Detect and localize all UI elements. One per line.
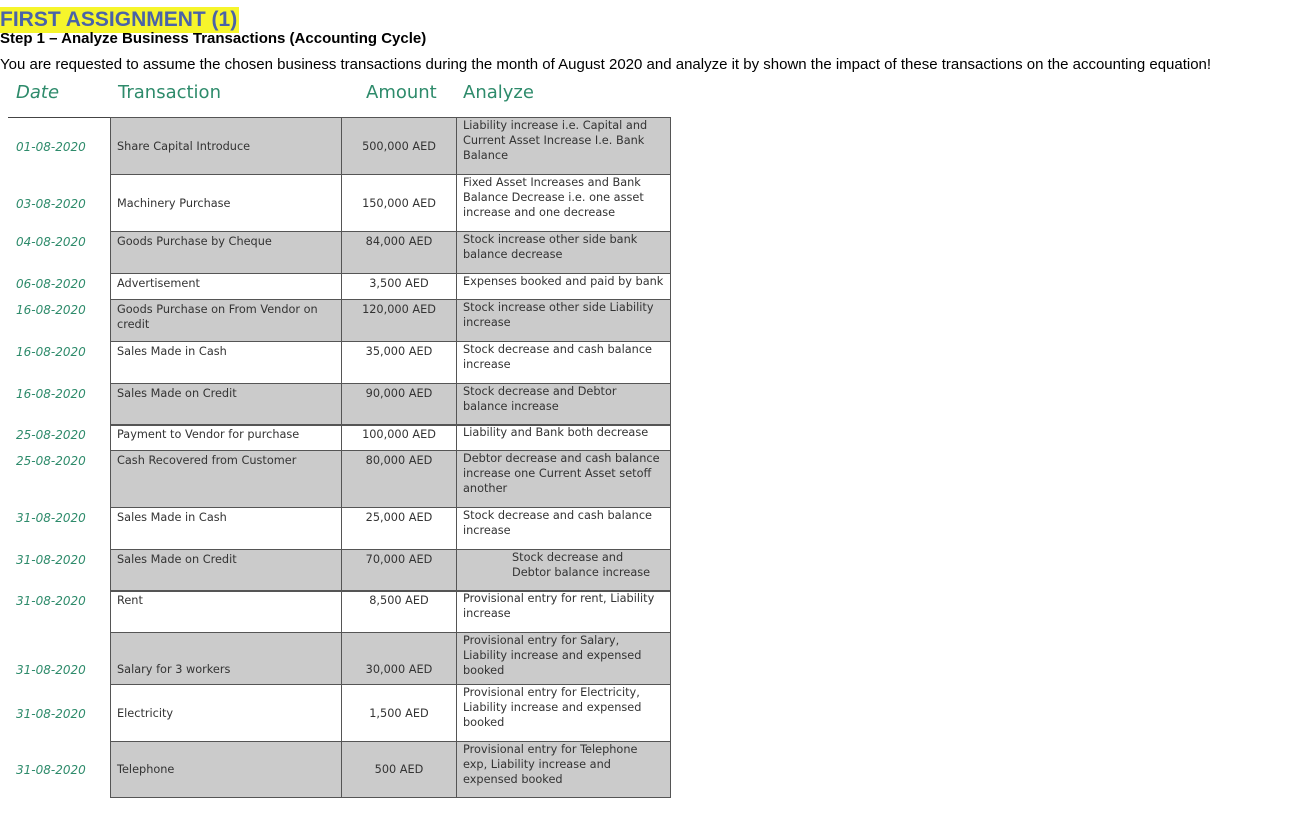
analyze-cell: Fixed Asset Increases and Bank Balance Decrease i.e. one asset increase and one decrease <box>456 174 671 232</box>
transaction-cell: Electricity <box>110 684 342 742</box>
analyze-cell: Stock increase other side Liability increase <box>456 299 671 342</box>
transaction-cell: Sales Made in Cash <box>110 341 342 384</box>
table-row <box>0 684 671 742</box>
date-cell: 31-08-2020 <box>16 763 86 777</box>
amount-cell: 150,000 AED <box>341 174 457 232</box>
amount-cell: 90,000 AED <box>341 383 457 426</box>
table-row <box>0 299 671 342</box>
transaction-cell: Sales Made in Cash <box>110 507 342 550</box>
transaction-cell: Telephone <box>110 741 342 798</box>
table-row <box>0 341 671 384</box>
table-row <box>0 383 671 426</box>
transaction-cell: Goods Purchase on From Vendor on credit <box>110 299 342 342</box>
date-cell: 31-08-2020 <box>16 511 86 525</box>
amount-cell: 500,000 AED <box>341 117 457 175</box>
table-row <box>0 741 671 798</box>
transaction-cell: Payment to Vendor for purchase <box>110 424 342 451</box>
header-transaction: Transaction <box>118 82 221 103</box>
transaction-cell: Share Capital Introduce <box>110 117 342 175</box>
header-amount: Amount <box>366 82 437 103</box>
amount-cell: 1,500 AED <box>341 684 457 742</box>
table-row <box>0 231 671 274</box>
step-heading: Step 1 – Analyze Business Transactions (Accounting Cycle) <box>0 30 427 47</box>
transaction-cell: Sales Made on Credit <box>110 549 342 592</box>
analyze-cell: Stock decrease and Debtor balance increase <box>456 549 671 592</box>
transaction-cell: Salary for 3 workers <box>110 632 342 685</box>
analyze-cell: Liability increase i.e. Capital and Current Asset Increase I.e. Bank Balance <box>456 117 671 175</box>
date-cell: 31-08-2020 <box>16 553 86 567</box>
analyze-cell: Stock increase other side bank balance decrease <box>456 231 671 274</box>
table-row <box>0 632 671 685</box>
date-cell: 03-08-2020 <box>16 197 86 211</box>
date-cell: 16-08-2020 <box>16 345 86 359</box>
table-row <box>0 273 671 300</box>
date-cell: 04-08-2020 <box>16 235 86 249</box>
date-cell: 16-08-2020 <box>16 303 86 317</box>
analyze-cell: Provisional entry for rent, Liability increase <box>456 590 671 633</box>
date-cell: 16-08-2020 <box>16 387 86 401</box>
table-row <box>0 590 671 633</box>
amount-cell: 120,000 AED <box>341 299 457 342</box>
amount-cell: 100,000 AED <box>341 424 457 451</box>
table-row <box>0 174 671 232</box>
amount-cell: 500 AED <box>341 741 457 798</box>
analyze-cell: Expenses booked and paid by bank <box>456 273 671 300</box>
transaction-cell: Sales Made on Credit <box>110 383 342 426</box>
table-row <box>0 450 671 508</box>
amount-cell: 8,500 AED <box>341 590 457 633</box>
analyze-cell: Stock decrease and cash balance increase <box>456 341 671 384</box>
transaction-cell: Advertisement <box>110 273 342 300</box>
analyze-cell: Provisional entry for Telephone exp, Liability increase and expensed booked <box>456 741 671 798</box>
table-row <box>0 117 671 175</box>
amount-cell: 70,000 AED <box>341 549 457 592</box>
date-cell: 31-08-2020 <box>16 663 86 677</box>
document-title: FIRST ASSIGNMENT (1) <box>0 8 238 31</box>
analyze-cell: Debtor decrease and cash balance increase one Current Asset setoff another <box>456 450 671 508</box>
transaction-cell: Machinery Purchase <box>110 174 342 232</box>
analyze-cell: Provisional entry for Electricity, Liability increase and expensed booked <box>456 684 671 742</box>
transaction-cell: Goods Purchase by Cheque <box>110 231 342 274</box>
date-cell: 01-08-2020 <box>16 140 86 154</box>
amount-cell: 25,000 AED <box>341 507 457 550</box>
date-cell: 25-08-2020 <box>16 454 86 468</box>
header-analyze: Analyze <box>463 82 534 103</box>
amount-cell: 30,000 AED <box>341 632 457 685</box>
table-row <box>0 424 671 451</box>
date-cell: 25-08-2020 <box>16 428 86 442</box>
transaction-cell: Cash Recovered from Customer <box>110 450 342 508</box>
analyze-cell: Provisional entry for Salary, Liability increase and expensed booked <box>456 632 671 685</box>
amount-cell: 35,000 AED <box>341 341 457 384</box>
analyze-cell: Stock decrease and Debtor balance increase <box>456 383 671 426</box>
table-row <box>0 549 671 592</box>
amount-cell: 3,500 AED <box>341 273 457 300</box>
intro-paragraph: You are requested to assume the chosen business transactions during the month of August 2020 and analyze it by shown the impact of these transactions on the accounting equation! <box>0 56 1212 73</box>
date-cell: 31-08-2020 <box>16 594 86 608</box>
amount-cell: 84,000 AED <box>341 231 457 274</box>
analyze-cell: Liability and Bank both decrease <box>456 424 671 451</box>
header-date: Date <box>16 82 60 103</box>
amount-cell: 80,000 AED <box>341 450 457 508</box>
transaction-cell: Rent <box>110 590 342 633</box>
date-cell: 06-08-2020 <box>16 277 86 291</box>
date-cell: 31-08-2020 <box>16 707 86 721</box>
table-row <box>0 507 671 550</box>
analyze-cell: Stock decrease and cash balance increase <box>456 507 671 550</box>
